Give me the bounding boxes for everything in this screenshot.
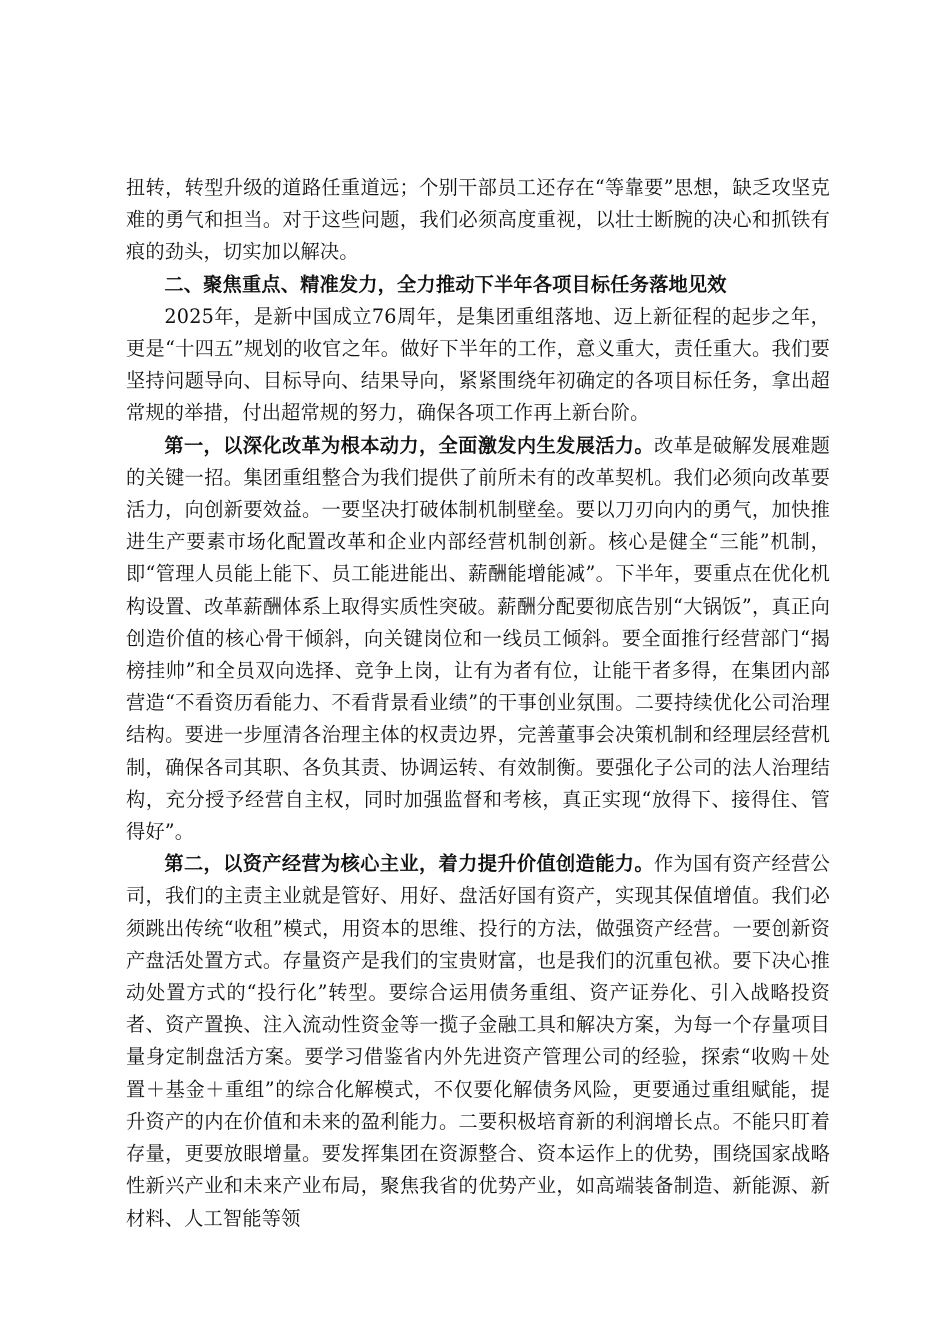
intro-paragraph: 2025年，是新中国成立76周年，是集团重组落地、迈上新征程的起步之年，更是“十四五”规划的收官之年。做好下半年的工作，意义重大，责任重大。我们要坚持问题导向、目标导向、结果导向，紧紧围绕年初确定的各项目标任务，拿出超常规的举措，付出超常规的努力，确保各项工作再上新台阶。	[126, 304, 830, 425]
second-point-paragraph	[126, 848, 830, 1234]
second-point-lead: 第二，以资产经营为核心主业，着力提升价值创造能力。	[164, 852, 654, 876]
first-point-body: 改革是破解发展难题的关键一招。集团重组整合为我们提供了前所未有的改革契机。我们必须向改革要活力，向创新要效益。一要坚决打破体制机制壁垒。要以刀刃向内的勇气，加快推进生产要素市场化配置改革和企业内部经营机制创新。核心是健全“三能”机制，即“管理人员能上能下、员工能进能出、薪酬能增能减”。下半年，要重点在优化机构设置、改革薪酬体系上取得实质性突破。薪酬分配要彻底告别“大锅饭”，真正向创造价值的核心骨干倾斜，向关键岗位和一线员工倾斜。要全面推行经营部门“揭榜挂帅”和全员双向选择、竞争上岗，让有为者有位，让能干者多得，在集团内部营造“不看资历看能力、不看背景看业绩”的干事创业氛围。二要持续优化公司治理结构。要进一步厘清各治理主体的权责边界，完善董事会决策机制和经理层经营机制，确保各司其职、各负其责、协调运转、有效制衡。要强化子公司的法人治理结构，充分授予经营自主权，同时加强监督和考核，真正实现“放得下、接得住、管得好”。	[126, 433, 830, 844]
section-heading: 二、聚焦重点、精准发力，全力推动下半年各项目标任务落地见效	[164, 272, 727, 296]
first-point-paragraph	[126, 430, 830, 849]
document-page	[126, 172, 830, 1235]
first-point-lead: 第一，以深化改革为根本动力，全面激发内生发展活力。	[164, 433, 654, 457]
second-point-body: 作为国有资产经营公司，我们的主责主业就是管好、用好、盘活好国有资产，实现其保值增值。我们必须跳出传统“收租”模式，用资本的思维、投行的方法，做强资产经营。一要创新资产盘活处置方式。存量资产是我们的宝贵财富，也是我们的沉重包袱。要下决心推动处置方式的“投行化”转型。要综合运用债务重组、资产证券化、引入战略投资者、资产置换、注入流动性资金等一揽子金融工具和解决方案，为每一个存量项目量身定制盘活方案。要学习借鉴省内外先进资产管理公司的经验，探索“收购＋处置＋基金＋重组”的综合化解模式，不仅要化解债务风险，更要通过重组赋能，提升资产的内在价值和未来的盈利能力。二要积极培育新的利润增长点。不能只盯着存量，更要放眼增量。要发挥集团在资源整合、资本运作上的优势，围绕国家战略性新兴产业和未来产业布局，聚焦我省的优势产业，如高端装备制造、新能源、新材料、人工智能等领	[126, 852, 830, 1230]
continuation-paragraph: 扭转，转型升级的道路任重道远；个别干部员工还存在“等靠要”思想，缺乏攻坚克难的勇气和担当。对于这些问题，我们必须高度重视，以壮士断腕的决心和抓铁有痕的劲头，切实加以解决。	[126, 176, 830, 264]
